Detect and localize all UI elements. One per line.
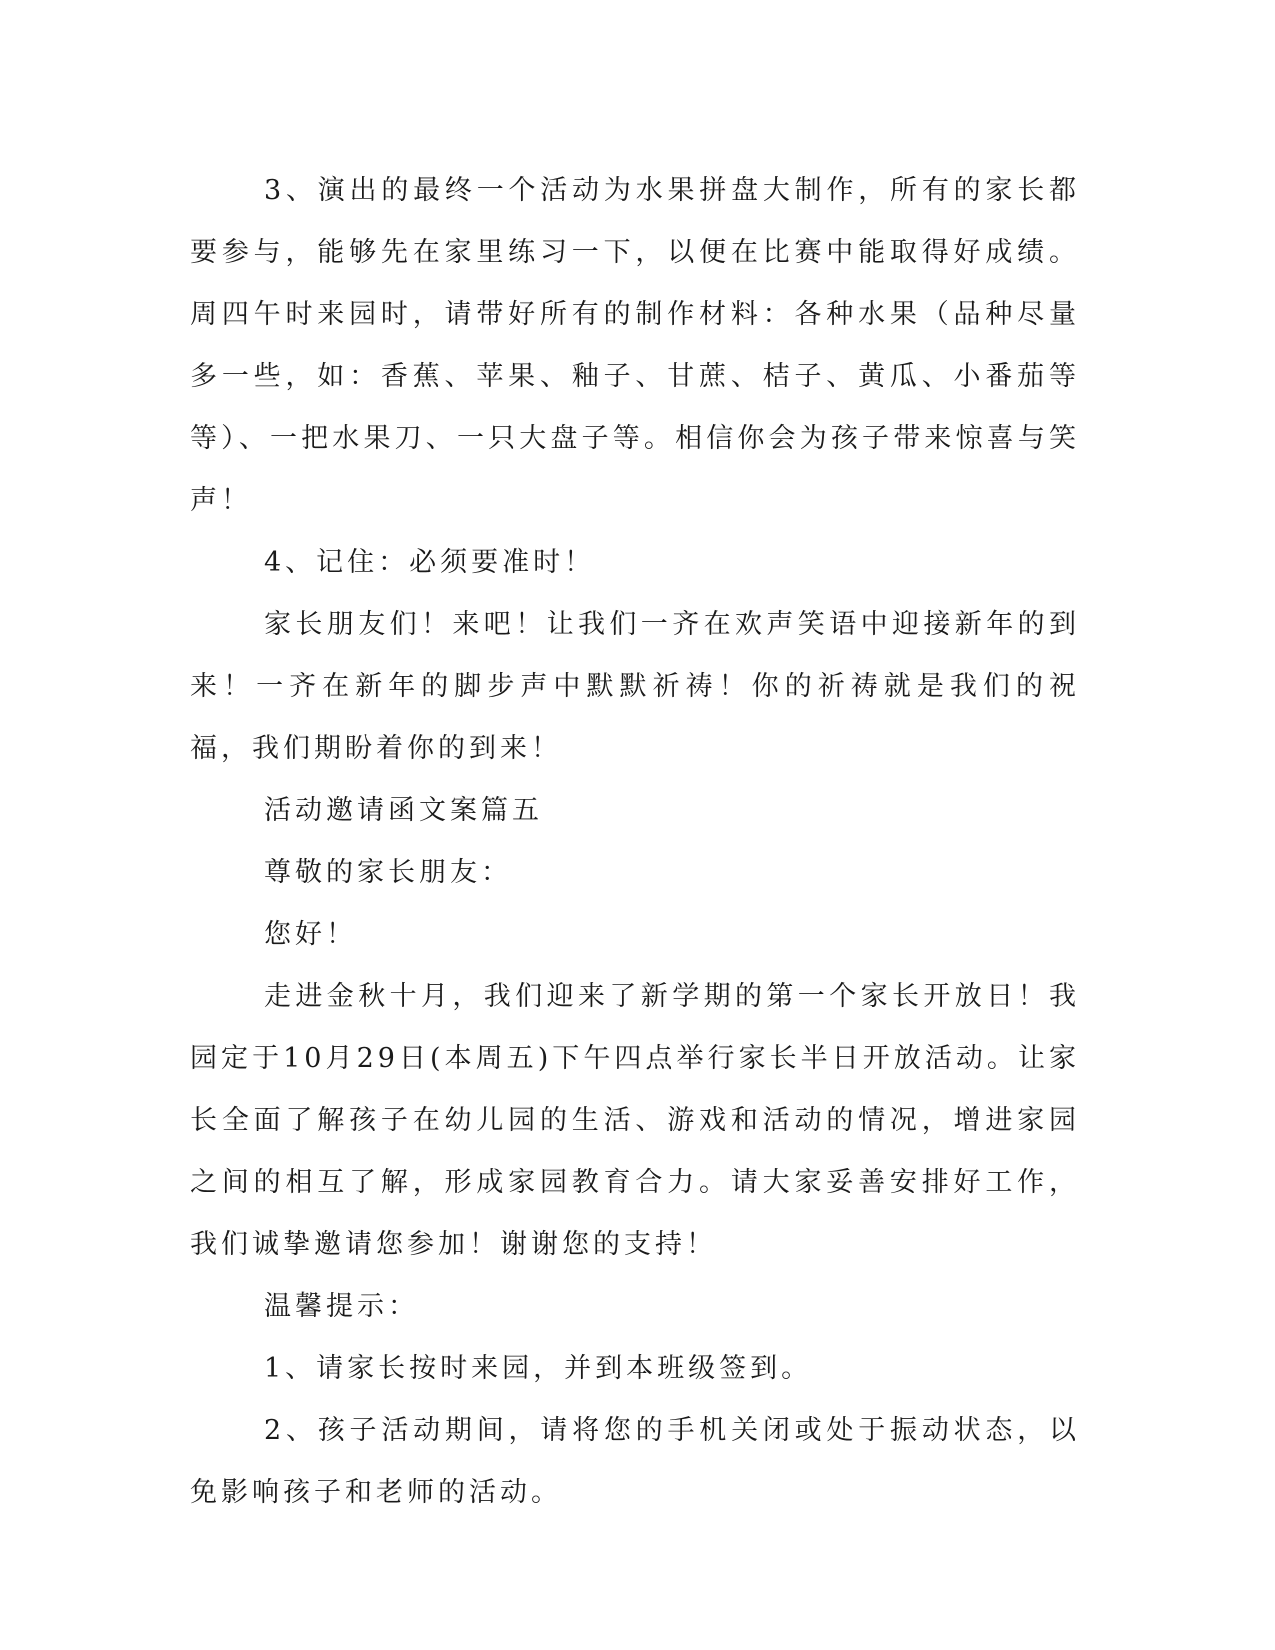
document-body — [190, 160, 1080, 1524]
paragraph-be-on-time: 4、记住：必须要准时！ — [264, 547, 596, 578]
paragraph-new-year-invite: 家长朋友们！来吧！让我们一齐在欢声笑语中迎接新年的到来！一齐在新年的脚步声中默默祈祷！你的祈祷就是我们的祝福，我们期盼着你的到来！ — [190, 609, 1080, 764]
paragraph-open-day: 走进金秋十月，我们迎来了新学期的第一个家长开放日！我园定于10月29日(本周五)下午四点举行家长半日开放活动。让家长全面了解孩子在幼儿园的生活、游戏和活动的情况，增进家园之间的相互了解，形成家园教育合力。请大家妥善安排好工作，我们诚挚邀请您参加！谢谢您的支持！ — [190, 981, 1080, 1260]
tips-heading: 温馨提示： — [264, 1291, 419, 1322]
tip-item-1: 1、请家长按时来园，并到本班级签到。 — [264, 1353, 813, 1384]
greeting: 您好！ — [264, 919, 357, 950]
salutation: 尊敬的家长朋友： — [264, 857, 512, 888]
section-heading: 活动邀请函文案篇五 — [264, 795, 543, 826]
paragraph-fruit-platter: 3、演出的最终一个活动为水果拼盘大制作，所有的家长都要参与，能够先在家里练习一下，以便在比赛中能取得好成绩。周四午时来园时，请带好所有的制作材料：各种水果（品种尽量多一些，如：香蕉、苹果、釉子、甘蔗、桔子、黄瓜、小番茄等等）、一把水果刀、一只大盘子等。相信你会为孩子带来惊喜与笑声！ — [190, 175, 1080, 516]
tip-item-2: 2、孩子活动期间，请将您的手机关闭或处于振动状态，以免影响孩子和老师的活动。 — [190, 1415, 1080, 1508]
